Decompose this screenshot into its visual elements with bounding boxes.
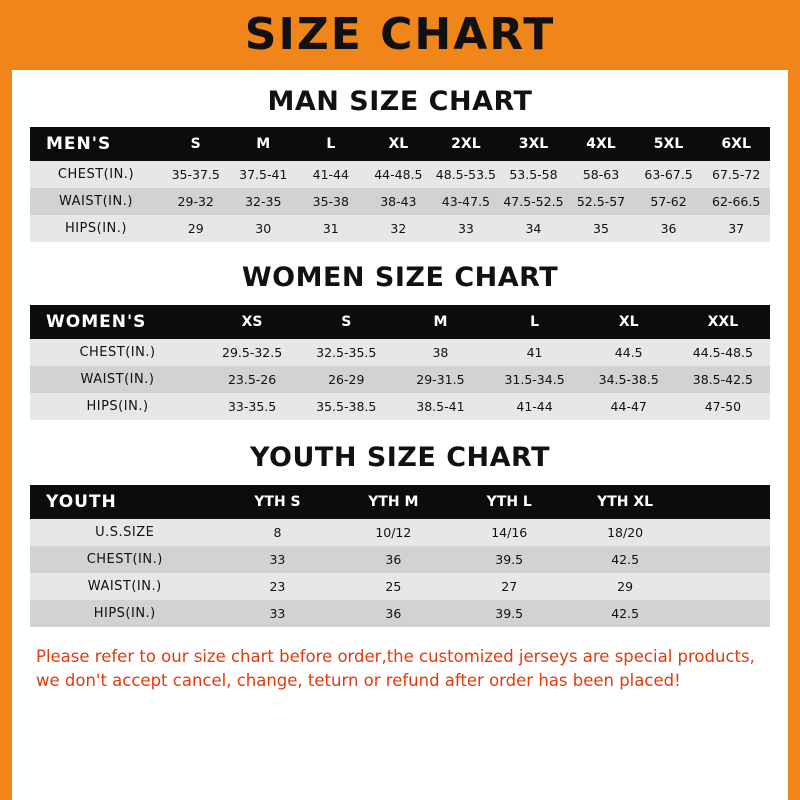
- table-cell: 47-50: [676, 393, 770, 420]
- table-cell: 53.5-58: [500, 161, 568, 188]
- table-cell: 29-32: [162, 188, 230, 215]
- table-cell-spacer: [683, 573, 770, 600]
- table-cell-spacer: [683, 600, 770, 627]
- man-size-table: [30, 127, 770, 242]
- table-cell: 34.5-38.5: [582, 366, 676, 393]
- table-row: [30, 393, 770, 420]
- table-cell: 58-63: [567, 161, 635, 188]
- table-cell: 27: [451, 573, 567, 600]
- row-label: U.S.SIZE: [30, 519, 220, 546]
- table-row: [30, 339, 770, 366]
- column-header: WOMEN'S: [30, 305, 205, 339]
- table-cell: 31: [297, 215, 365, 242]
- table-cell: 41-44: [297, 161, 365, 188]
- table-cell: 25: [335, 573, 451, 600]
- table-cell: 39.5: [451, 546, 567, 573]
- table-cell: 31.5-34.5: [487, 366, 581, 393]
- women-section-title: WOMEN SIZE CHART: [241, 262, 559, 293]
- column-header: L: [297, 127, 365, 161]
- page-banner: [12, 0, 788, 70]
- row-label: CHEST(IN.): [30, 161, 162, 188]
- table-cell-spacer: [683, 519, 770, 546]
- table-cell: 36: [635, 215, 703, 242]
- table-cell: 26-29: [299, 366, 393, 393]
- table-row: [30, 215, 770, 242]
- table-cell: 32.5-35.5: [299, 339, 393, 366]
- table-header-row: [30, 127, 770, 161]
- column-header: 6XL: [702, 127, 770, 161]
- table-cell: 30: [229, 215, 297, 242]
- table-cell: 44-48.5: [365, 161, 433, 188]
- table-cell: 43-47.5: [432, 188, 500, 215]
- table-cell: 42.5: [567, 546, 683, 573]
- column-header: YTH S: [220, 485, 336, 519]
- column-header: 3XL: [500, 127, 568, 161]
- column-header: M: [229, 127, 297, 161]
- column-header: YTH M: [335, 485, 451, 519]
- table-cell: 35-38: [297, 188, 365, 215]
- table-cell: 35.5-38.5: [299, 393, 393, 420]
- column-header: 5XL: [635, 127, 703, 161]
- table-cell: 38-43: [365, 188, 433, 215]
- table-cell: 33: [432, 215, 500, 242]
- table-cell: 34: [500, 215, 568, 242]
- table-cell: 67.5-72: [702, 161, 770, 188]
- column-header: YOUTH: [30, 485, 220, 519]
- table-row: [30, 573, 770, 600]
- table-cell: 44.5: [582, 339, 676, 366]
- row-label: CHEST(IN.): [30, 339, 205, 366]
- column-header: M: [393, 305, 487, 339]
- table-cell: 23: [220, 573, 336, 600]
- table-cell: 63-67.5: [635, 161, 703, 188]
- column-header: XS: [205, 305, 299, 339]
- table-cell: 52.5-57: [567, 188, 635, 215]
- table-cell: 33-35.5: [205, 393, 299, 420]
- column-header: XL: [582, 305, 676, 339]
- table-cell-spacer: [683, 546, 770, 573]
- row-label: WAIST(IN.): [30, 366, 205, 393]
- table-cell: 41-44: [487, 393, 581, 420]
- table-row: [30, 366, 770, 393]
- table-cell: 37.5-41: [229, 161, 297, 188]
- column-header: 4XL: [567, 127, 635, 161]
- table-cell: 33: [220, 600, 336, 627]
- table-cell: 44.5-48.5: [676, 339, 770, 366]
- row-label: HIPS(IN.): [30, 215, 162, 242]
- youth-size-table: [30, 485, 770, 627]
- table-row: [30, 188, 770, 215]
- table-cell: 44-47: [582, 393, 676, 420]
- row-label: HIPS(IN.): [30, 393, 205, 420]
- table-cell: 32: [365, 215, 433, 242]
- table-cell: 29-31.5: [393, 366, 487, 393]
- man-section-title: MAN SIZE CHART: [267, 86, 533, 117]
- column-header: L: [487, 305, 581, 339]
- table-cell: 29: [162, 215, 230, 242]
- column-header: YTH XL: [567, 485, 683, 519]
- table-row: [30, 161, 770, 188]
- table-cell: 48.5-53.5: [432, 161, 500, 188]
- table-row: [30, 546, 770, 573]
- column-header-spacer: [683, 485, 770, 519]
- table-cell: 57-62: [635, 188, 703, 215]
- table-cell: 8: [220, 519, 336, 546]
- table-cell: 18/20: [567, 519, 683, 546]
- table-cell: 29: [567, 573, 683, 600]
- youth-section-title: YOUTH SIZE CHART: [249, 442, 551, 473]
- footer-line-2: we don't accept cancel, change, teturn or refund after order has been placed!: [36, 670, 681, 690]
- column-header: XXL: [676, 305, 770, 339]
- column-header: S: [299, 305, 393, 339]
- table-cell: 32-35: [229, 188, 297, 215]
- table-cell: 41: [487, 339, 581, 366]
- table-cell: 35-37.5: [162, 161, 230, 188]
- table-row: [30, 519, 770, 546]
- table-cell: 10/12: [335, 519, 451, 546]
- table-cell: 14/16: [451, 519, 567, 546]
- table-cell: 47.5-52.5: [500, 188, 568, 215]
- row-label: CHEST(IN.): [30, 546, 220, 573]
- column-header: S: [162, 127, 230, 161]
- table-cell: 29.5-32.5: [205, 339, 299, 366]
- table-cell: 38.5-42.5: [676, 366, 770, 393]
- table-cell: 38.5-41: [393, 393, 487, 420]
- footer-line-1: Please refer to our size chart before order,the customized jerseys are special products,: [36, 647, 755, 666]
- table-cell: 23.5-26: [205, 366, 299, 393]
- row-label: HIPS(IN.): [30, 600, 220, 627]
- table-cell: 37: [702, 215, 770, 242]
- table-cell: 39.5: [451, 600, 567, 627]
- women-size-table: [30, 305, 770, 420]
- table-cell: 33: [220, 546, 336, 573]
- row-label: WAIST(IN.): [30, 188, 162, 215]
- column-header: MEN'S: [30, 127, 162, 161]
- footer-disclaimer: [36, 645, 764, 693]
- table-cell: 42.5: [567, 600, 683, 627]
- column-header: XL: [365, 127, 433, 161]
- column-header: YTH L: [451, 485, 567, 519]
- page-title: SIZE CHART: [244, 9, 556, 60]
- table-header-row: [30, 485, 770, 519]
- table-header-row: [30, 305, 770, 339]
- table-cell: 38: [393, 339, 487, 366]
- column-header: 2XL: [432, 127, 500, 161]
- table-cell: 36: [335, 600, 451, 627]
- table-row: [30, 600, 770, 627]
- table-cell: 36: [335, 546, 451, 573]
- chart-content: [12, 86, 788, 693]
- table-cell: 62-66.5: [702, 188, 770, 215]
- table-cell: 35: [567, 215, 635, 242]
- row-label: WAIST(IN.): [30, 573, 220, 600]
